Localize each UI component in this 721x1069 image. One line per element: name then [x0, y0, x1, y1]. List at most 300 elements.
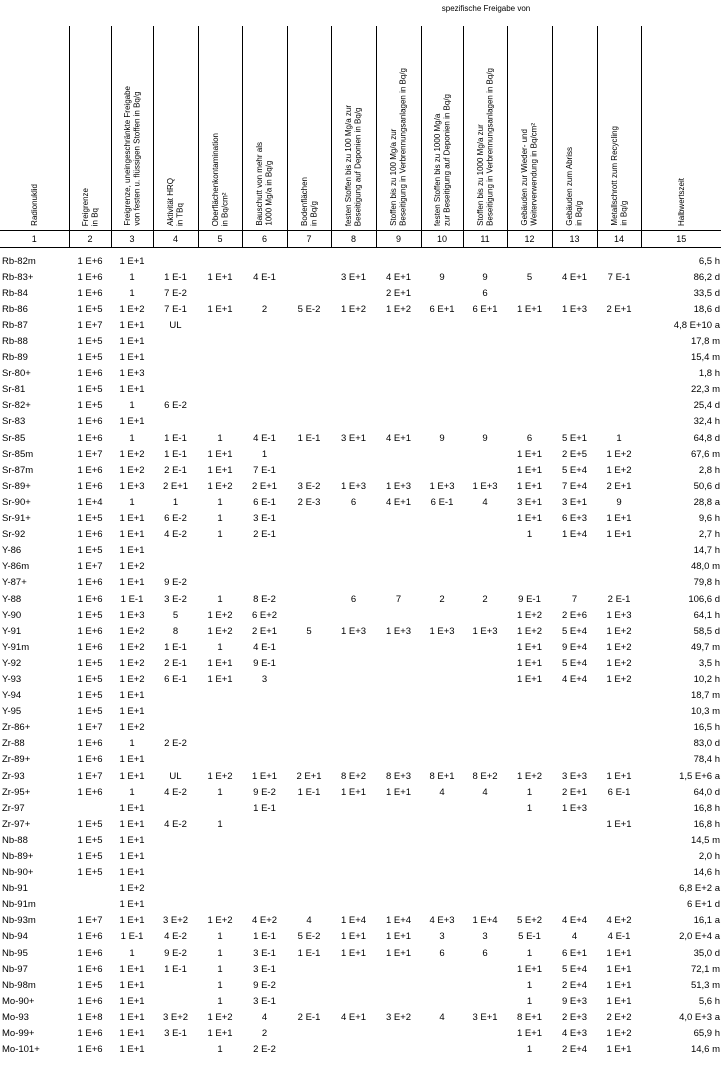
- table-row: [0, 414, 721, 430]
- value-cell-col-9: [376, 848, 421, 864]
- value-cell-col-6: 3 E-1: [253, 513, 276, 525]
- value-cell-col-6: 2: [261, 1028, 268, 1040]
- nuclide-cell: Rb-88: [2, 336, 28, 348]
- value-cell-col-13: [552, 881, 597, 897]
- value-cell-col-7: [287, 559, 331, 575]
- value-cell-col-9: [376, 993, 421, 1009]
- table-row: [0, 784, 721, 800]
- value-cell-col-8: [331, 414, 376, 430]
- value-cell-col-2: 1 E+6: [77, 786, 103, 798]
- value-cell-col-4: [153, 350, 198, 366]
- half-life-cell: 14,7 h: [693, 545, 721, 557]
- value-cell-col-2: 1 E+6: [77, 287, 103, 299]
- value-cell-col-8: [331, 398, 376, 414]
- value-cell-col-10: [421, 607, 463, 623]
- value-cell-col-3: 1 E+1: [119, 545, 145, 557]
- half-life-cell: 1,8 h: [698, 368, 721, 380]
- value-cell-col-13: 7: [571, 593, 578, 605]
- value-cell-col-14: [597, 881, 641, 897]
- column-header-line: Beseitigung in Verbrennungsanlagen in Bq/g: [485, 68, 494, 226]
- value-cell-col-12: 1 E+1: [516, 657, 543, 669]
- value-cell-col-11: [463, 865, 507, 881]
- value-cell-col-7: 5 E-2: [297, 303, 321, 315]
- value-cell-col-8: [331, 607, 376, 623]
- value-cell-col-13: [552, 752, 597, 768]
- value-cell-col-10: [421, 832, 463, 848]
- nuclide-cell: Sr-91+: [2, 513, 31, 525]
- value-cell-col-7: [287, 575, 331, 591]
- value-cell-col-8: [331, 1026, 376, 1042]
- value-cell-col-12: [507, 720, 552, 736]
- value-cell-col-4: [153, 543, 198, 559]
- column-header-line: Freigrenze: [80, 187, 90, 226]
- value-cell-col-7: [287, 736, 331, 752]
- value-cell-col-10: [421, 848, 463, 864]
- table-row: [0, 559, 721, 575]
- nuclide-cell: Mo-90+: [2, 995, 35, 1007]
- value-cell-col-5: 1 E+1: [207, 673, 233, 685]
- table-row: [0, 639, 721, 655]
- value-cell-col-5: 1 E+2: [207, 625, 233, 637]
- value-cell-col-9: [376, 607, 421, 623]
- table-row: [0, 285, 721, 301]
- value-cell-col-3: 1 E+2: [119, 303, 145, 315]
- value-cell-col-11: [463, 655, 507, 671]
- value-cell-col-3: 1 E+1: [119, 770, 145, 782]
- value-cell-col-10: [421, 961, 463, 977]
- nuclide-cell: Y-86m: [2, 561, 30, 573]
- value-cell-col-9: 2 E+1: [385, 287, 412, 299]
- value-cell-col-13: [552, 317, 597, 333]
- nuclide-cell: Zr-89+: [2, 754, 31, 766]
- value-cell-col-11: [463, 736, 507, 752]
- half-life-cell: 6,5 h: [698, 255, 721, 267]
- value-cell-col-5: 1 E+1: [207, 657, 233, 669]
- column-header-line: Stoffen bis zu 1000 Mg/a zur: [475, 124, 485, 226]
- value-cell-col-5: 1: [217, 593, 223, 605]
- half-life-cell: 5,6 h: [698, 995, 721, 1007]
- value-cell-col-5: [198, 253, 242, 269]
- value-cell-col-6: [242, 543, 287, 559]
- value-cell-col-2: 1 E+6: [77, 368, 103, 380]
- value-cell-col-9: 1 E+1: [385, 931, 412, 943]
- nuclide-cell: Sr-92: [2, 529, 26, 541]
- half-life-cell: 6 E+1 d: [687, 899, 721, 911]
- value-cell-col-13: 9 E+4: [561, 641, 588, 653]
- value-cell-col-8: 1 E+1: [340, 947, 367, 959]
- value-cell-col-10: 9: [439, 432, 445, 444]
- value-cell-col-8: [331, 1042, 376, 1058]
- value-cell-col-3: 1 E-1: [120, 931, 144, 943]
- value-cell-col-10: [421, 414, 463, 430]
- value-cell-col-2: 1 E+5: [77, 400, 103, 412]
- value-cell-col-14: [597, 897, 641, 913]
- value-cell-col-7: 1 E-1: [297, 432, 321, 444]
- value-cell-col-2: 1 E+6: [77, 738, 103, 750]
- value-cell-col-11: 1 E+3: [472, 480, 498, 492]
- half-life-cell: 48,0 m: [690, 561, 721, 573]
- nuclide-cell: Rb-87: [2, 319, 28, 331]
- half-life-cell: 35,0 d: [693, 947, 721, 959]
- value-cell-col-3: 1: [129, 400, 135, 412]
- table-row: [0, 623, 721, 639]
- value-cell-col-12: 1 E+1: [516, 303, 543, 315]
- value-cell-col-8: 3 E+1: [340, 271, 367, 283]
- value-cell-col-7: [287, 720, 331, 736]
- value-cell-col-7: [287, 269, 331, 285]
- value-cell-col-8: [331, 559, 376, 575]
- value-cell-col-6: 4 E-1: [253, 432, 276, 444]
- value-cell-col-8: [331, 993, 376, 1009]
- value-cell-col-12: 1 E+1: [516, 513, 543, 525]
- value-cell-col-11: [463, 720, 507, 736]
- value-cell-col-12: 1: [526, 995, 533, 1007]
- half-life-cell: 28,8 a: [693, 496, 721, 508]
- value-cell-col-13: 4 E+1: [561, 271, 588, 283]
- nuclide-cell: Nb-93m: [2, 915, 36, 927]
- value-cell-col-3: 1 E+2: [119, 625, 145, 637]
- value-cell-col-14: 2 E+1: [606, 303, 632, 315]
- value-cell-col-13: 2 E+5: [561, 448, 588, 460]
- value-cell-col-4: 9 E-2: [164, 577, 187, 589]
- value-cell-col-3: 1 E+1: [119, 1011, 145, 1023]
- value-cell-col-9: [376, 446, 421, 462]
- table-row: [0, 929, 721, 945]
- table-row: [0, 897, 721, 913]
- value-cell-col-4: [153, 897, 198, 913]
- table-row: [0, 511, 721, 527]
- value-cell-col-4: UL: [169, 770, 182, 782]
- value-cell-col-7: [287, 865, 331, 881]
- value-cell-col-5: 1: [217, 931, 223, 943]
- group-header-row: [0, 0, 721, 26]
- value-cell-col-13: 2 E+4: [561, 1044, 588, 1056]
- column-header-label: [123, 86, 142, 226]
- value-cell-col-11: [463, 350, 507, 366]
- value-cell-col-3: 1 E+1: [119, 995, 145, 1007]
- value-cell-col-13: [552, 253, 597, 269]
- column-number: 5: [198, 231, 242, 248]
- column-header-line: in Bq: [90, 207, 99, 226]
- value-cell-col-7: 5: [306, 625, 312, 637]
- value-cell-col-4: [153, 720, 198, 736]
- half-life-cell: 64,8 d: [693, 432, 721, 444]
- value-cell-col-12: [507, 865, 552, 881]
- value-cell-col-2: 1 E+7: [77, 722, 103, 734]
- value-cell-col-8: [331, 800, 376, 816]
- table-row: [0, 704, 721, 720]
- half-life-cell: 65,9 h: [693, 1028, 721, 1040]
- value-cell-col-13: [552, 382, 597, 398]
- value-cell-col-9: [376, 462, 421, 478]
- column-header-line: zur Beseitigung auf Deponien in Bq/g: [442, 93, 451, 226]
- value-cell-col-8: 1 E+2: [340, 303, 367, 315]
- column-header-line: festen Stoffen bis zu 100 Mg/a zur: [344, 104, 353, 226]
- value-cell-col-5: 1: [217, 529, 223, 541]
- nuclide-cell: Sr-85m: [2, 448, 34, 460]
- value-cell-col-8: [331, 350, 376, 366]
- value-cell-col-7: [287, 591, 331, 607]
- column-header-line: Stoffen bis zu 100 Mg/a zur: [389, 128, 398, 226]
- value-cell-col-13: 5 E+4: [561, 464, 588, 476]
- half-life-cell: 51,3 m: [690, 979, 721, 991]
- value-cell-col-5: [198, 543, 242, 559]
- column-header-1: [0, 26, 69, 231]
- value-cell-col-14: 1 E+1: [606, 1044, 632, 1056]
- value-cell-col-8: 1 E+3: [340, 625, 367, 637]
- value-cell-col-6: 2: [261, 303, 268, 315]
- value-cell-col-12: [507, 832, 552, 848]
- value-cell-col-13: [552, 414, 597, 430]
- value-cell-col-3: 1 E+2: [119, 464, 145, 476]
- value-cell-col-6: 9 E-2: [253, 786, 276, 798]
- value-cell-col-3: 1 E+2: [119, 657, 145, 669]
- value-cell-col-7: [287, 848, 331, 864]
- column-header-label: [30, 184, 40, 226]
- value-cell-col-10: [421, 398, 463, 414]
- value-cell-col-7: [287, 671, 331, 687]
- value-cell-col-3: 1: [129, 432, 135, 444]
- half-life-cell: 33,5 d: [693, 287, 721, 299]
- value-cell-col-14: 1 E+2: [606, 464, 632, 476]
- value-cell-col-11: 1 E+4: [472, 915, 498, 927]
- value-cell-col-4: 6 E-2: [164, 400, 187, 412]
- value-cell-col-2: 1 E+5: [77, 706, 103, 718]
- nuclide-cell: Sr-90+: [2, 496, 31, 508]
- value-cell-col-9: [376, 350, 421, 366]
- value-cell-col-4: [153, 832, 198, 848]
- table-row: [0, 333, 721, 349]
- nuclide-cell: Nb-95: [2, 947, 28, 959]
- value-cell-col-6: 9 E-1: [253, 657, 276, 669]
- value-cell-col-3: 1 E+3: [119, 480, 145, 492]
- value-cell-col-11: [463, 366, 507, 382]
- value-cell-col-13: 1 E+3: [561, 303, 588, 315]
- half-life-cell: 25,4 d: [693, 400, 721, 412]
- value-cell-col-10: [421, 285, 463, 301]
- column-number: 1: [0, 231, 69, 248]
- value-cell-col-5: 1 E+2: [207, 915, 233, 927]
- value-cell-col-13: 4 E+4: [561, 673, 588, 685]
- value-cell-col-4: UL: [169, 319, 182, 331]
- value-cell-col-14: [597, 285, 641, 301]
- value-cell-col-3: 1 E+3: [119, 368, 145, 380]
- value-cell-col-13: 2 E+3: [561, 1011, 588, 1023]
- value-cell-col-8: [331, 382, 376, 398]
- value-cell-col-10: [421, 736, 463, 752]
- value-cell-col-2: 1 E+5: [77, 657, 103, 669]
- value-cell-col-6: 2 E+1: [251, 480, 278, 492]
- nuclide-cell: Rb-89: [2, 352, 28, 364]
- column-number: 6: [242, 231, 287, 248]
- value-cell-col-3: 1 E+2: [119, 641, 145, 653]
- value-cell-col-13: 2 E+1: [561, 786, 588, 798]
- value-cell-col-4: [153, 704, 198, 720]
- value-cell-col-7: [287, 414, 331, 430]
- value-cell-col-13: [552, 688, 597, 704]
- value-cell-col-8: 6: [350, 496, 357, 508]
- value-cell-col-11: 4: [482, 786, 488, 798]
- column-header-7: [287, 26, 331, 231]
- value-cell-col-2: 1 E+6: [77, 641, 103, 653]
- value-cell-col-11: [463, 832, 507, 848]
- value-cell-col-5: 1 E+2: [207, 770, 233, 782]
- column-header-line: in Bq/g: [619, 201, 628, 226]
- value-cell-col-7: [287, 655, 331, 671]
- table-row: [0, 446, 721, 462]
- value-cell-col-12: [507, 848, 552, 864]
- value-cell-col-4: 3 E-1: [164, 1028, 187, 1040]
- value-cell-col-14: 1 E+1: [606, 995, 632, 1007]
- value-cell-col-8: [331, 897, 376, 913]
- value-cell-col-11: [463, 704, 507, 720]
- value-cell-col-6: [242, 559, 287, 575]
- value-cell-col-7: 1 E-1: [297, 786, 321, 798]
- value-cell-col-11: 6 E+1: [472, 303, 498, 315]
- value-cell-col-3: 1 E+1: [119, 963, 145, 975]
- column-number: 4: [153, 231, 198, 248]
- value-cell-col-5: 1 E+1: [207, 303, 233, 315]
- value-cell-col-9: 1 E+4: [385, 915, 412, 927]
- value-cell-col-12: [507, 285, 552, 301]
- nuclide-cell: Rb-83+: [2, 271, 34, 283]
- nuclide-cell: Y-94: [2, 690, 22, 702]
- table-row: [0, 494, 721, 510]
- value-cell-col-9: [376, 1042, 421, 1058]
- value-cell-col-10: 1 E+3: [429, 625, 455, 637]
- column-header-line: in Bq/g: [574, 201, 584, 226]
- value-cell-col-10: [421, 655, 463, 671]
- value-cell-col-9: [376, 317, 421, 333]
- value-cell-col-4: [153, 881, 198, 897]
- table-row: [0, 1042, 721, 1058]
- table-row: [0, 350, 721, 366]
- value-cell-col-13: 5 E+4: [561, 625, 588, 637]
- value-cell-col-5: 1: [217, 995, 223, 1007]
- value-cell-col-10: [421, 543, 463, 559]
- value-cell-col-11: [463, 897, 507, 913]
- value-cell-col-12: 5: [526, 271, 533, 283]
- value-cell-col-5: [198, 800, 242, 816]
- value-cell-col-5: [198, 382, 242, 398]
- value-cell-col-14: [597, 543, 641, 559]
- column-header-2: [69, 26, 111, 231]
- value-cell-col-11: [463, 253, 507, 269]
- value-cell-col-4: 3 E-2: [164, 593, 187, 605]
- value-cell-col-9: [376, 253, 421, 269]
- value-cell-col-13: 2 E+4: [561, 979, 588, 991]
- nuclide-cell: Y-86: [2, 545, 22, 557]
- value-cell-col-7: [287, 366, 331, 382]
- value-cell-col-5: [198, 720, 242, 736]
- column-header-line: Bodenflächen: [299, 177, 309, 226]
- value-cell-col-10: [421, 800, 463, 816]
- value-cell-col-10: [421, 865, 463, 881]
- value-cell-col-10: 6 E+1: [429, 303, 455, 315]
- value-cell-col-13: [552, 543, 597, 559]
- value-cell-col-7: 5 E-2: [297, 931, 321, 943]
- table-row: [0, 575, 721, 591]
- value-cell-col-13: [552, 848, 597, 864]
- value-cell-col-6: 1 E-1: [253, 931, 276, 943]
- value-cell-col-9: 3 E+2: [385, 1011, 412, 1023]
- column-header-5: [198, 26, 242, 231]
- value-cell-col-2: 1 E+8: [77, 1011, 103, 1023]
- value-cell-col-4: [153, 848, 198, 864]
- value-cell-col-8: [331, 961, 376, 977]
- value-cell-col-6: 2 E-2: [253, 1044, 276, 1056]
- value-cell-col-6: [242, 366, 287, 382]
- column-header-label: [476, 68, 495, 226]
- value-cell-col-2: 1 E+6: [77, 271, 103, 283]
- value-cell-col-5: [198, 832, 242, 848]
- value-cell-col-14: 1 E+1: [606, 947, 632, 959]
- value-cell-col-14: 1 E+1: [606, 963, 632, 975]
- value-cell-col-8: [331, 511, 376, 527]
- table-row: [0, 768, 721, 784]
- value-cell-col-12: 1 E+1: [516, 641, 543, 653]
- value-cell-col-4: [153, 253, 198, 269]
- half-life-cell: 3,5 h: [698, 657, 721, 669]
- value-cell-col-10: 9: [439, 271, 445, 283]
- column-header-line: Radionuklid: [29, 184, 39, 226]
- value-cell-col-8: 1 E+3: [340, 480, 367, 492]
- value-cell-col-11: 2: [482, 593, 488, 605]
- value-cell-col-14: [597, 382, 641, 398]
- column-header-label: [565, 147, 584, 226]
- value-cell-col-4: [153, 688, 198, 704]
- value-cell-col-9: [376, 333, 421, 349]
- value-cell-col-8: [331, 704, 376, 720]
- value-cell-col-10: [421, 704, 463, 720]
- value-cell-col-8: [331, 848, 376, 864]
- value-cell-col-13: 5 E+1: [561, 432, 588, 444]
- value-cell-col-7: [287, 977, 331, 993]
- value-cell-col-9: [376, 639, 421, 655]
- value-cell-col-6: 6 E-1: [253, 496, 276, 508]
- value-cell-col-2: 1 E+5: [77, 867, 103, 879]
- value-cell-col-11: [463, 607, 507, 623]
- value-cell-col-5: 1: [217, 496, 223, 508]
- value-cell-col-10: [421, 897, 463, 913]
- value-cell-col-3: 1 E+1: [119, 818, 145, 830]
- value-cell-col-2: 1 E+6: [77, 432, 103, 444]
- value-cell-col-8: 3 E+1: [340, 432, 367, 444]
- nuclide-cell: Nb-97: [2, 963, 28, 975]
- value-cell-col-2: 1 E+5: [77, 818, 103, 830]
- nuclide-cell: Y-91: [2, 625, 22, 637]
- value-cell-col-2: 1 E+6: [77, 1028, 103, 1040]
- value-cell-col-12: 1 E+1: [516, 480, 543, 492]
- value-cell-col-14: 1 E+1: [606, 513, 632, 525]
- value-cell-col-14: [597, 575, 641, 591]
- value-cell-col-11: [463, 446, 507, 462]
- column-number: 12: [507, 231, 552, 248]
- half-life-cell: 14,6 m: [690, 1044, 721, 1056]
- value-cell-col-12: [507, 382, 552, 398]
- value-cell-col-10: [421, 333, 463, 349]
- value-cell-col-12: [507, 688, 552, 704]
- column-header-label: [433, 94, 452, 226]
- value-cell-col-12: 1: [526, 1044, 533, 1056]
- value-cell-col-2: 1 E+4: [77, 496, 103, 508]
- table-row: [0, 848, 721, 864]
- value-cell-col-13: [552, 398, 597, 414]
- table-row: [0, 800, 721, 816]
- value-cell-col-11: [463, 527, 507, 543]
- value-cell-col-7: [287, 333, 331, 349]
- value-cell-col-10: 2: [439, 593, 445, 605]
